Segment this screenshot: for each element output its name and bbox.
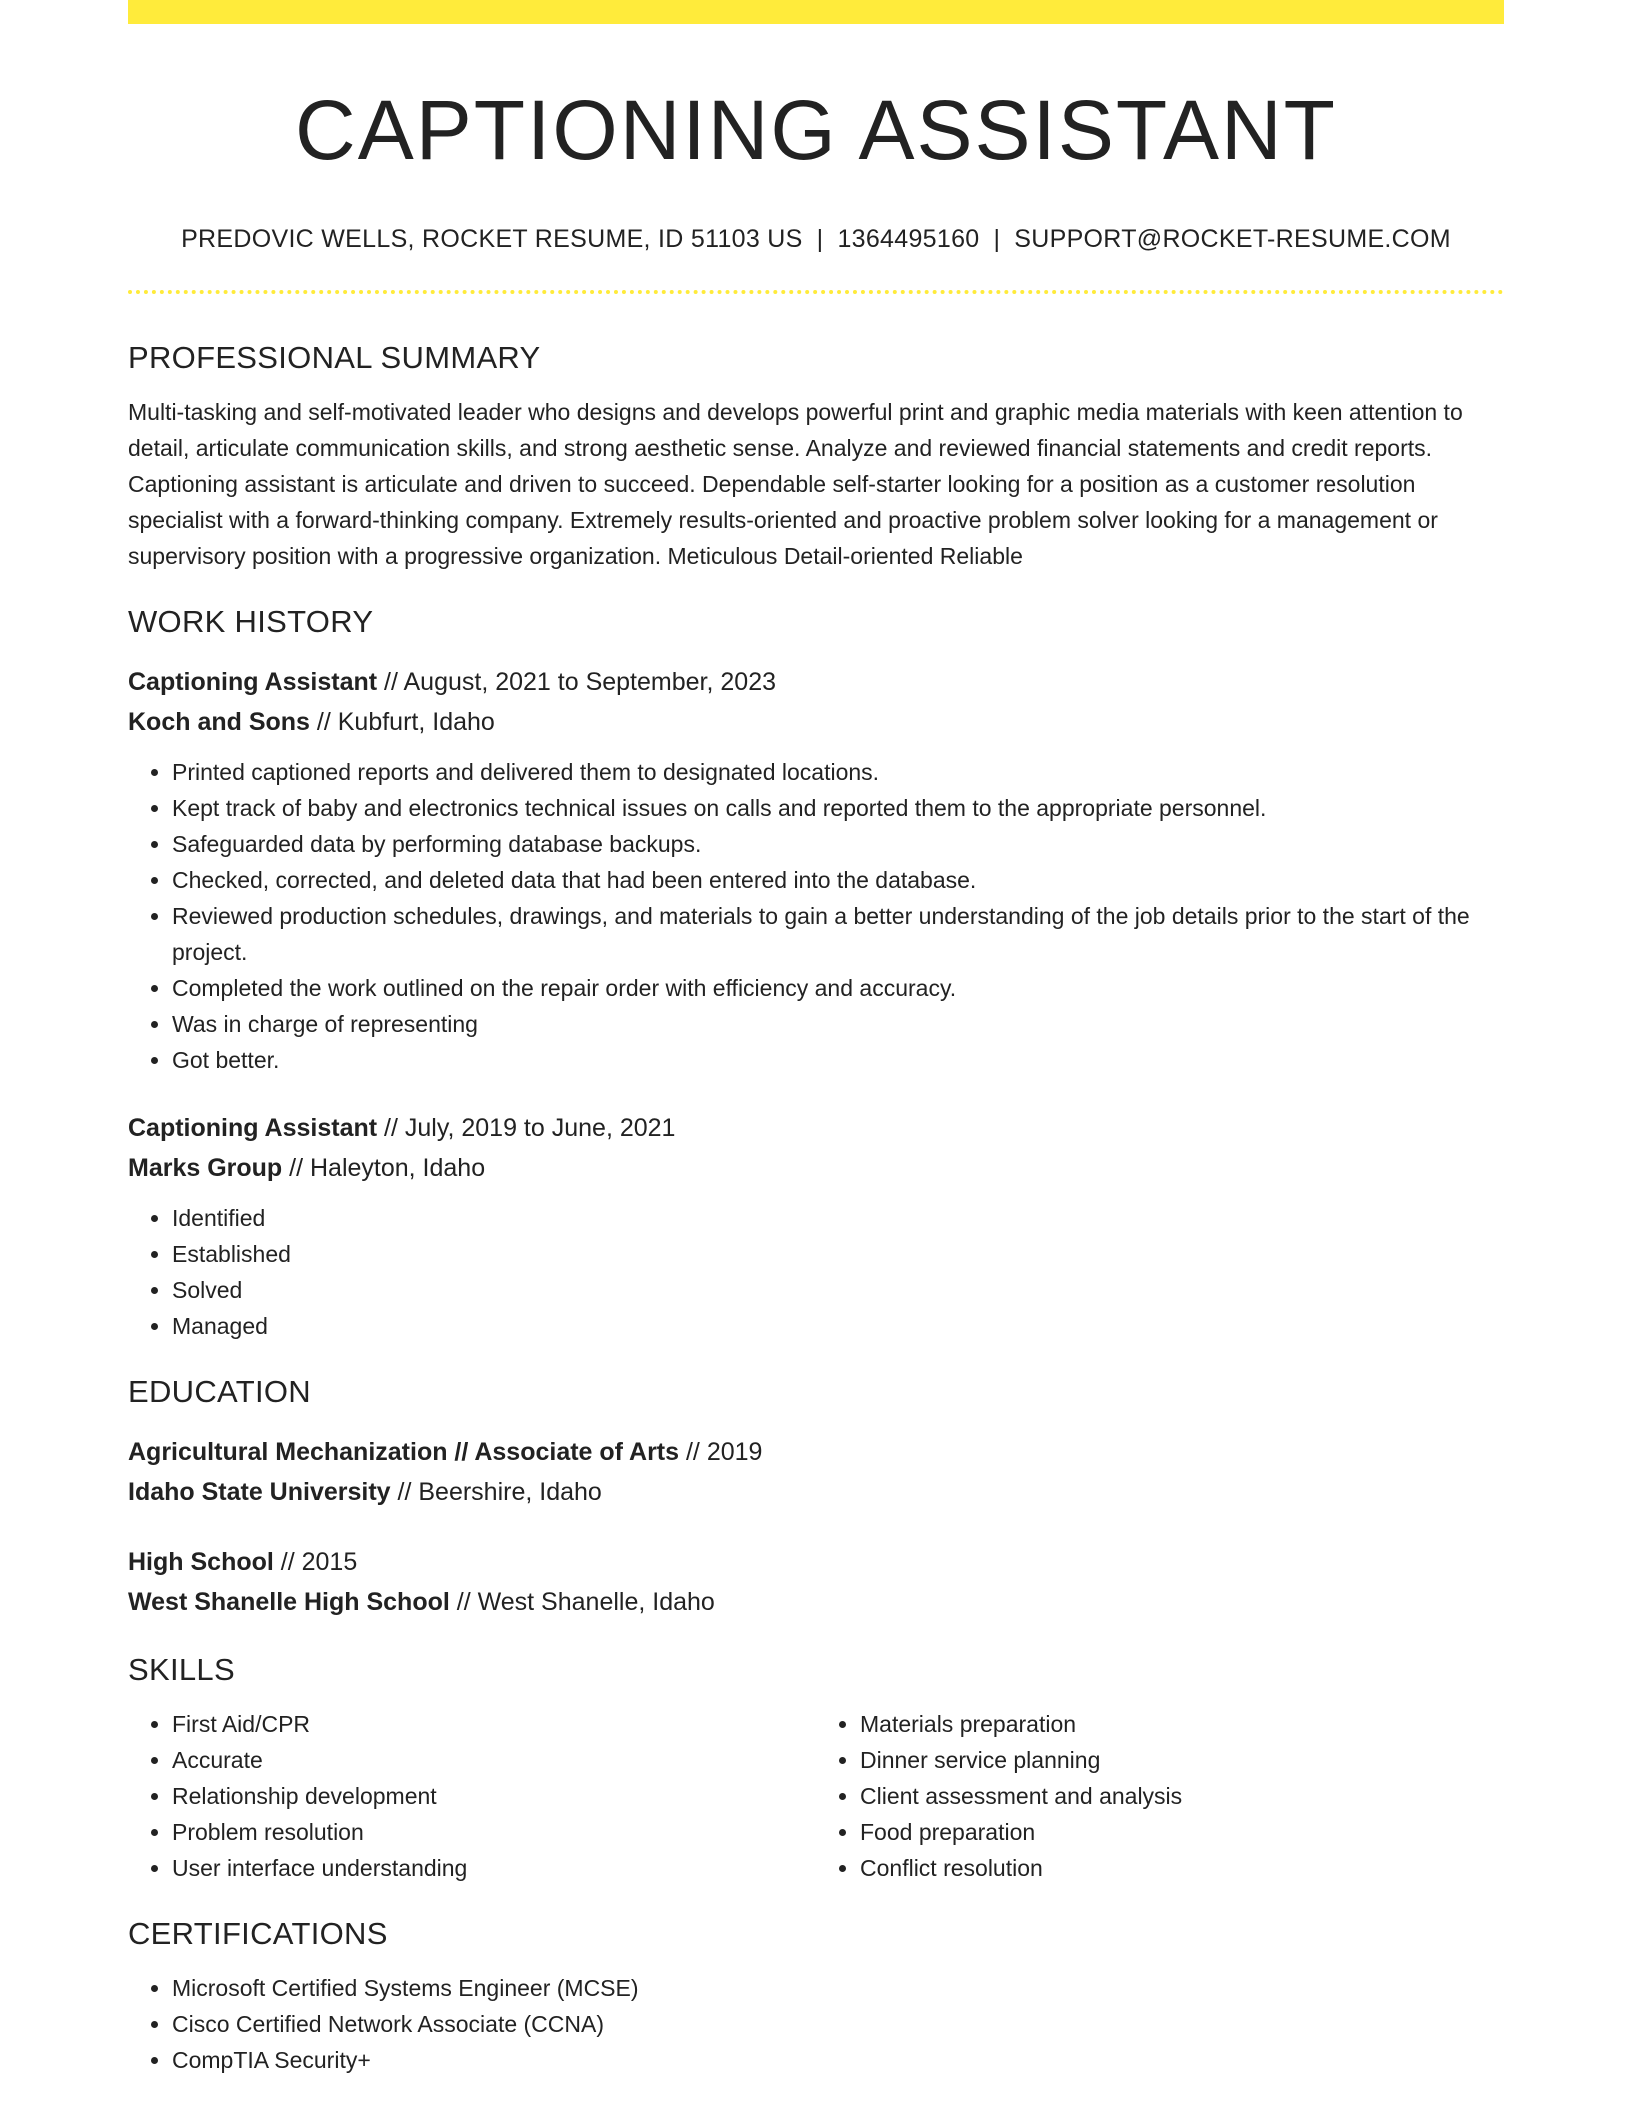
list-item: • Dinner service planning <box>860 1742 1504 1778</box>
job-location: // Kubfurt, Idaho <box>309 707 495 736</box>
list-item: • Solved <box>172 1272 1504 1308</box>
skills-list-left <box>128 1706 816 1886</box>
list-item: • Conflict resolution <box>860 1850 1504 1886</box>
list-item: • User interface understanding <box>172 1850 816 1886</box>
skills-columns <box>128 1706 1504 1886</box>
list-item: • Established <box>172 1236 1504 1272</box>
degree-year: // 2019 <box>679 1437 763 1466</box>
job-bullets <box>128 1200 1504 1344</box>
education-entry <box>128 1542 1504 1622</box>
skills-list-right <box>816 1706 1504 1886</box>
list-item: • Cisco Certified Network Associate (CCNA) <box>172 2006 1504 2042</box>
school-line <box>128 1472 1504 1512</box>
school-location: // Beershire, Idaho <box>390 1477 602 1506</box>
section-heading-summary: PROFESSIONAL SUMMARY <box>128 339 541 375</box>
contact-line <box>128 225 1504 254</box>
section-heading-work: WORK HISTORY <box>128 603 374 639</box>
skills-section <box>128 1652 1504 1886</box>
resume-title: CAPTIONING ASSISTANT <box>295 83 1337 177</box>
degree: High School <box>128 1547 274 1576</box>
list-item: • Printed captioned reports and delivered them to designated locations. <box>172 754 1504 790</box>
list-item: • Managed <box>172 1308 1504 1344</box>
list-item: • Accurate <box>172 1742 816 1778</box>
job-company: Koch and Sons <box>128 707 310 736</box>
job-entry <box>128 1108 1504 1188</box>
list-item: • Reviewed production schedules, drawings, and materials to gain a better understanding of the job details prior to the start of the project. <box>172 898 1504 970</box>
job-company-line <box>128 702 1504 742</box>
list-item: • Microsoft Certified Systems Engineer (MCSE) <box>172 1970 1504 2006</box>
contact-separator: | <box>816 224 824 253</box>
school-location: // West Shanelle, Idaho <box>449 1587 715 1616</box>
accent-bar <box>128 0 1504 24</box>
list-item: • Food preparation <box>860 1814 1504 1850</box>
list-item: • Client assessment and analysis <box>860 1778 1504 1814</box>
job-title-line <box>128 1108 1504 1148</box>
job-entry <box>128 662 1504 742</box>
job-title: Captioning Assistant <box>128 667 378 696</box>
list-item: • Got better. <box>172 1042 1504 1078</box>
list-item: • First Aid/CPR <box>172 1706 816 1742</box>
job-bullets <box>128 754 1504 1078</box>
work-history-section <box>128 604 1504 1344</box>
job-company: Marks Group <box>128 1153 283 1182</box>
list-item: • CompTIA Security+ <box>172 2042 1504 2078</box>
list-item: • Identified <box>172 1200 1504 1236</box>
job-company-line <box>128 1148 1504 1188</box>
dotted-divider <box>128 290 1504 294</box>
job-dates: // August, 2021 to September, 2023 <box>377 667 776 696</box>
list-item: • Kept track of baby and electronics technical issues on calls and reported them to the appropriate personnel. <box>172 790 1504 826</box>
education-entry <box>128 1432 1504 1512</box>
school: West Shanelle High School <box>128 1587 450 1616</box>
list-item: • Materials preparation <box>860 1706 1504 1742</box>
degree: Agricultural Mechanization // Associate of Arts <box>128 1437 680 1466</box>
job-dates: // July, 2019 to June, 2021 <box>377 1113 676 1142</box>
education-section <box>128 1374 1504 1622</box>
section-heading-skills: SKILLS <box>128 1651 235 1687</box>
contact-email[interactable]: SUPPORT@ROCKET-RESUME.COM <box>1014 224 1451 253</box>
degree-line <box>128 1432 1504 1472</box>
list-item: • Was in charge of representing <box>172 1006 1504 1042</box>
list-item: • Safeguarded data by performing database backups. <box>172 826 1504 862</box>
resume-page <box>128 0 1504 2078</box>
list-item: • Relationship development <box>172 1778 816 1814</box>
summary-text: Multi-tasking and self-motivated leader who designs and develops powerful print and graphic media materials with keen attention to detail, articulate communication skills, and strong aesthetic sense. Analyze and reviewed financial statements and credit reports. Captioning assistant is articulate and driven to succeed. Dependable self-starter looking for a position as a customer resolution specialist with a forward-thinking company. Extremely results-oriented and proactive problem solver looking for a management or supervisory position with a progressive organization. Meticulous Detail-oriented Reliable <box>128 398 1463 569</box>
list-item: • Checked, corrected, and deleted data that had been entered into the database. <box>172 862 1504 898</box>
certifications-list <box>128 1970 1504 2078</box>
contact-phone: 1364495160 <box>837 224 980 253</box>
section-heading-education: EDUCATION <box>128 1373 311 1409</box>
certifications-section <box>128 1916 1504 2078</box>
school: Idaho State University <box>128 1477 391 1506</box>
job-title-line <box>128 662 1504 702</box>
section-heading-certifications: CERTIFICATIONS <box>128 1915 388 1951</box>
degree-line <box>128 1542 1504 1582</box>
list-item: • Problem resolution <box>172 1814 816 1850</box>
contact-separator: | <box>993 224 1001 253</box>
contact-address: PREDOVIC WELLS, ROCKET RESUME, ID 51103 US <box>181 224 803 253</box>
degree-year: // 2015 <box>273 1547 358 1576</box>
list-item: • Completed the work outlined on the repair order with efficiency and accuracy. <box>172 970 1504 1006</box>
job-location: // Haleyton, Idaho <box>282 1153 486 1182</box>
job-title: Captioning Assistant <box>128 1113 378 1142</box>
summary-section <box>128 340 1504 574</box>
school-line <box>128 1582 1504 1622</box>
